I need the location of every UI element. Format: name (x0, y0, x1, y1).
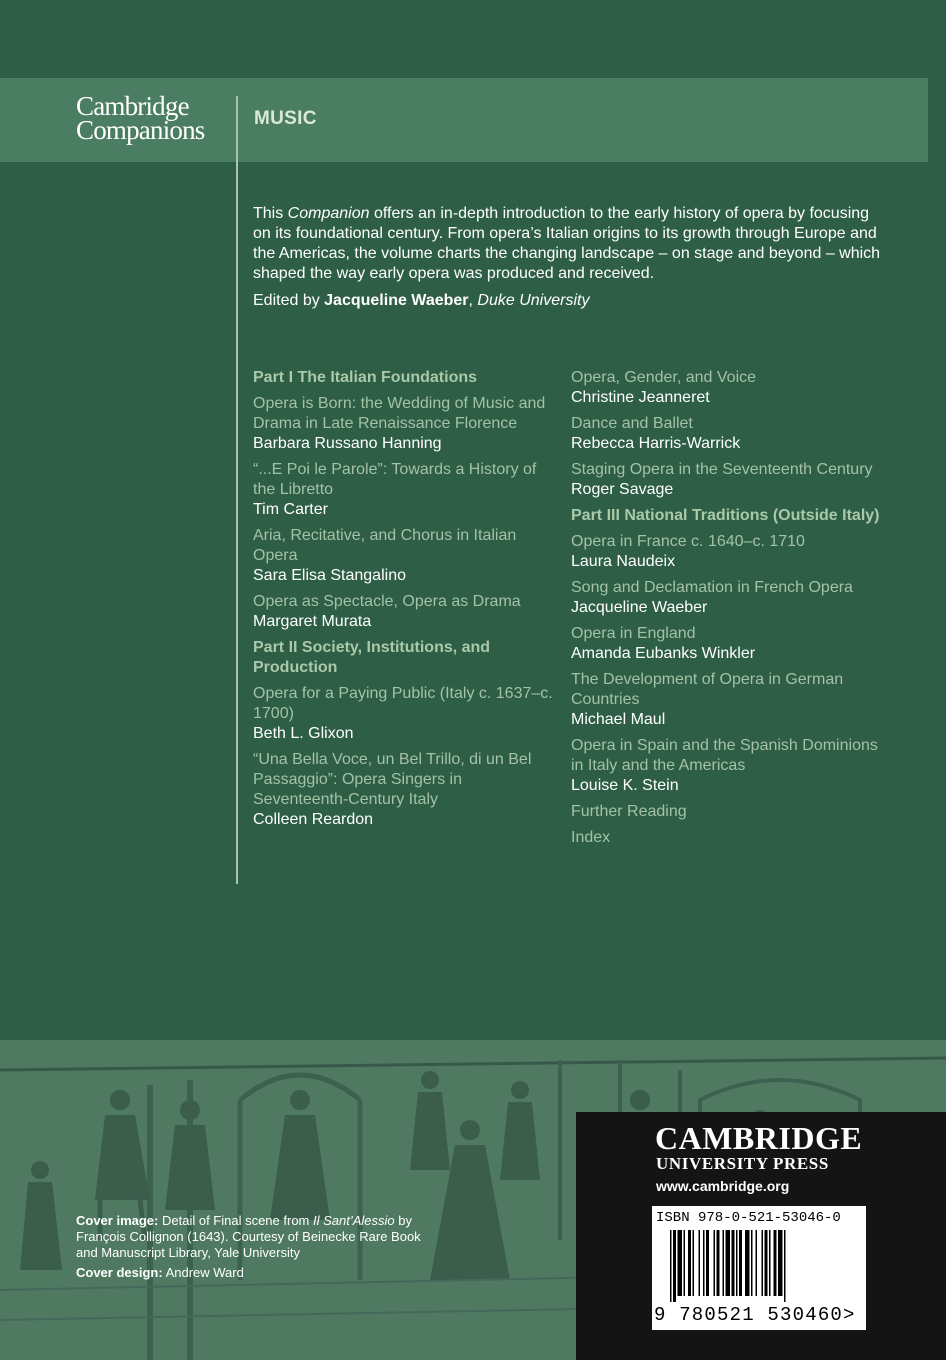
chapter-entry (253, 460, 553, 520)
description-text: This Companion offers an in-depth introduction to the early history of opera by focusing on its foundational century. From opera’s Italian origins to its growth through Europe and the Americas, the volume charts the changing landscape – on stage and beyond – which shaped the way early opera was produced and received. (253, 205, 881, 282)
chapter-entry (571, 670, 891, 730)
chapter-entry (253, 684, 553, 744)
chapter-author: Laura Naudeix (571, 553, 676, 570)
chapter-title: “Una Bella Voce, un Bel Trillo, di un Bel Passaggio”: Opera Singers in Seventeenth-Century Italy (253, 751, 532, 808)
cambridge-companions-logo (76, 91, 236, 145)
chapter-entry (253, 526, 553, 586)
isbn-label: ISBN 978-0-521-53046-0 (656, 1210, 841, 1226)
chapter-author: Michael Maul (571, 711, 666, 728)
chapter-author: Christine Jeanneret (571, 389, 710, 406)
chapter-author: Amanda Eubanks Winkler (571, 645, 756, 662)
part-heading: Part II Society, Institutions, and Production (253, 639, 491, 676)
vertical-divider (236, 96, 238, 884)
chapter-author: Beth L. Glixon (253, 725, 354, 742)
chapter-entry (571, 736, 891, 796)
chapter-entry (253, 750, 553, 830)
chapter-title: Opera, Gender, and Voice (571, 369, 757, 386)
edited-by-line: Edited by Jacqueline Waeber, Duke University (253, 292, 590, 309)
index-entry: Index (571, 829, 611, 846)
chapter-author: Margaret Murata (253, 613, 372, 630)
chapter-author: Colleen Reardon (253, 811, 374, 828)
publisher-subname: UNIVERSITY PRESS (656, 1154, 829, 1173)
cover-design-credit: Cover design: Andrew Ward (76, 1265, 244, 1280)
chapter-entry (571, 414, 891, 454)
further-reading: Further Reading (571, 803, 687, 820)
barcode-number: 9 780521 530460> (654, 1304, 856, 1326)
chapter-entry (571, 460, 891, 500)
publisher-name: CAMBRIDGE (655, 1120, 863, 1156)
contents-right-column (571, 368, 891, 854)
chapter-title: Staging Opera in the Seventeenth Century (571, 461, 873, 478)
chapter-title: Opera is Born: the Wedding of Music and Drama in Late Renaissance Florence (253, 395, 546, 432)
chapter-author: Barbara Russano Hanning (253, 435, 442, 452)
barcode-icon (670, 1230, 854, 1302)
barcode-box (652, 1206, 866, 1330)
part-heading: Part III National Traditions (Outside Italy) (571, 507, 880, 524)
chapter-title: Opera for a Paying Public (Italy c. 1637–c. 1700) (253, 685, 553, 722)
chapter-title: Song and Declamation in French Opera (571, 579, 853, 596)
chapter-title: Opera in England (571, 625, 696, 642)
editor-affiliation: Duke University (477, 292, 590, 309)
chapter-title: “...E Poi le Parole”: Towards a History of the Libretto (253, 461, 537, 498)
editor-name: Jacqueline Waeber (324, 292, 469, 309)
chapter-title: Opera in France c. 1640–c. 1710 (571, 533, 805, 550)
chapter-title: The Development of Opera in German Countries (571, 671, 844, 708)
part-heading: Part I The Italian Foundations (253, 369, 478, 386)
cover-caption (76, 1213, 436, 1281)
chapter-entry (571, 624, 891, 664)
chapter-title: Opera in Spain and the Spanish Dominions in Italy and the Americas (571, 737, 878, 774)
chapter-title: Dance and Ballet (571, 415, 693, 432)
chapter-author: Roger Savage (571, 481, 674, 498)
companion-italic: Companion (287, 205, 370, 222)
logo-line-2: Companions (76, 115, 205, 145)
chapter-entry (571, 532, 891, 572)
logo-line-1: Cambridge (76, 91, 189, 121)
contents-left-column (253, 368, 553, 836)
chapter-entry (253, 394, 553, 454)
book-description (253, 204, 883, 311)
chapter-title: Opera as Spectacle, Opera as Drama (253, 593, 521, 610)
chapter-author: Tim Carter (253, 501, 328, 518)
chapter-author: Sara Elisa Stangalino (253, 567, 406, 584)
chapter-author: Rebecca Harris-Warrick (571, 435, 741, 452)
series-label: MUSIC (254, 108, 317, 129)
chapter-entry (571, 368, 891, 408)
chapter-author: Jacqueline Waeber (571, 599, 708, 616)
publisher-url: www.cambridge.org (656, 1178, 790, 1194)
chapter-author: Louise K. Stein (571, 777, 679, 794)
chapter-entry (253, 592, 553, 632)
cover-image-credit: Cover image: Detail of Final scene from Il Sant’Alessio by François Collignon (1643). Courtesy of Beinecke Rare Book and Manuscript Library, Yale University (76, 1213, 421, 1260)
chapter-title: Aria, Recitative, and Chorus in Italian Opera (253, 527, 517, 564)
chapter-entry (571, 578, 891, 618)
